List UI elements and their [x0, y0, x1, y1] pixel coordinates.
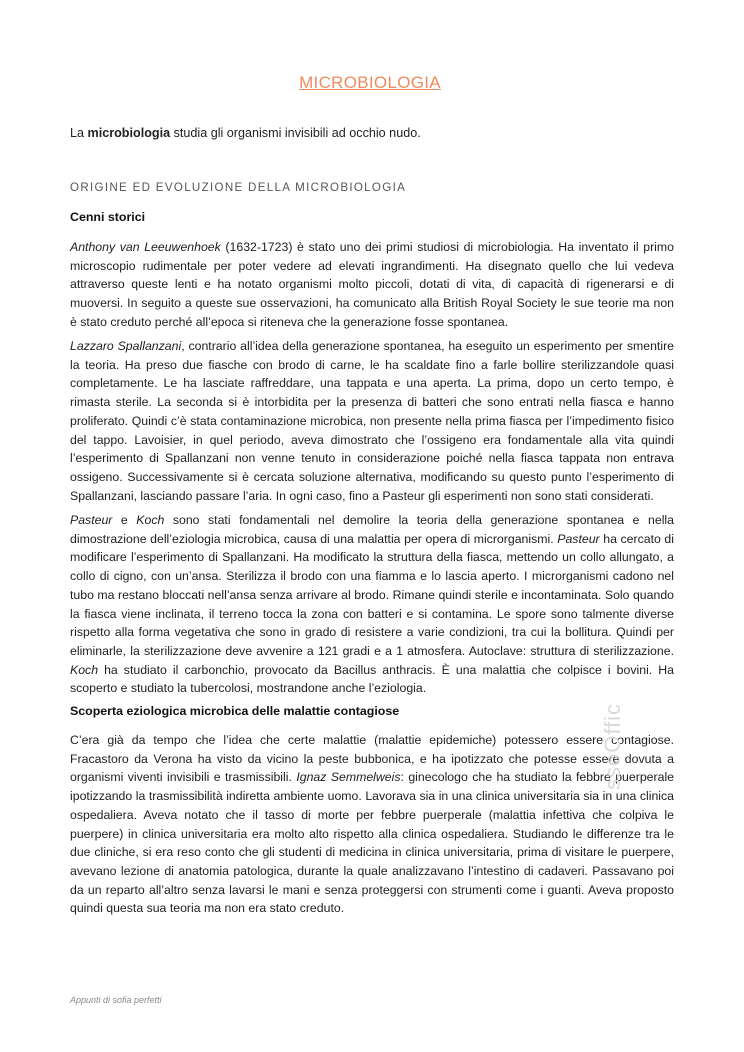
- intro-prefix: La: [70, 126, 88, 140]
- section-heading: ORIGINE ED EVOLUZIONE DELLA MICROBIOLOGIA: [70, 181, 407, 194]
- name-koch: Koch: [70, 662, 99, 677]
- paragraph-leeuwenhoek: [70, 238, 674, 332]
- text-span: ha studiato il carbonchio, provocato da Bacillus anthracis. È una malattia che colpisce i bovini. Ha scoperto e studiato la tubercolosi, mostrandone anche l’eziologia.: [70, 662, 674, 696]
- text-span: ha cercato di modificare l’esperimento di Spallanzani. Ha modificato la struttura della fiasca, mettendo un collo allungato, a collo di cigno, con un’ansa. Sterilizza il brodo con una fiamma e lo lascia aperto. I microrganismi cadono nel tubo ma restano bloccati nell’ansa senza arrivare al brodo. Rimane quindi sterile e incontaminata. Solo quando la fiasca viene inclinata, il terreno tocca la zona con batteri e si contamina. Le spore sono talmente diverse rispetto alla forma vegetativa che sono in grado di resistere a varie condizioni, tra cui la bollitura. Quindi per eliminarle, la sterilizzazione deve avvenire a 121 gradi e a 1 atmosfera. Autoclave: struttura di sterilizzazione.: [70, 531, 674, 658]
- intro-bold-term: microbiologia: [87, 126, 171, 140]
- text-span: C’era già da tempo che l’idea che certe malattie (malattie epidemiche) potessero essere contagiose. Fracastoro da Verona ha visto da vicino la peste bubbonica, e ha ipotizzato che potesse essere dovuta a organismi viventi invisibili e trasmissibili.: [70, 733, 674, 785]
- intro-rest: studia gli organismi invisibili ad occhio nudo.: [170, 126, 421, 140]
- paragraph-text: (1632-1723) è stato uno dei primi studiosi di microbiologia. Ha inventato il primo microscopio rudimentale per poter vedere ad elevati ingrandimenti. Ha disegnato quello che lui vedeva attraverso queste lenti e ha notato organismi molto piccoli, dotati di vita, di capacità di rigenerarsi e di muoversi. In seguito a queste sue osservazioni, ha comunicato alla British Royal Society le sue teorie ma non è stato creduto perché all’epoca si riteneva che la generazione fosse spontanea.: [70, 240, 674, 329]
- name-semmelweis: Ignaz Semmelweis: [296, 770, 401, 785]
- subheading-cenni-storici: Cenni storici: [70, 210, 146, 224]
- name-pasteur: Pasteur: [557, 531, 600, 546]
- name-pasteur: Pasteur: [70, 513, 113, 527]
- name-spallanzani: Lazzaro Spallanzani: [70, 339, 182, 353]
- paragraph-text: , contrario all’idea della generazione spontanea, ha eseguito un esperimento per smentire la teoria. Ha preso due fiasche con brodo di carne, le ha scaldate fino a farle bollire sterilizzandole quasi completamente. Le ha lasciate raffreddare, una tappata e una aperta. La prima, dopo un certo tempo, è rimasta sterile. La seconda si è intorbidita per la presenza di batteri che sono entrati nella fiasca e hanno proliferato. Quindi c’è stata contaminazione microbica, non presente nella prima fiasca per l’impedimento fisico del tappo. Lavoisier, in quel periodo, aveva dimostrato che l’ossigeno era fondamentale alla vita quindi l’esperimento di Spallanzani non venne tenuto in considerazione poiché nella fiasca tappata non entrava ossigeno. Successivamente si è cercata soluzione alternativa, modificando su questo punto l’esperimento di Spallanzani, lasciando passare l’aria. In ogni caso, fino a Pasteur gli esperimenti non sono stati considerati.: [70, 339, 675, 503]
- paragraph-pasteur-koch: [70, 511, 674, 698]
- intro-paragraph: [70, 124, 674, 143]
- name-leeuwenhoek: Anthony van Leeuwenhoek: [70, 240, 221, 254]
- name-koch: Koch: [136, 513, 165, 527]
- subheading-scoperta-eziologica: Scoperta eziologica microbica delle malattie contagiose: [70, 704, 400, 718]
- paragraph-malattie-contagiose: [70, 731, 674, 918]
- text-span: : ginecologo che ha studiato la febbre puerperale ipotizzando la trasmissibilità indiretta ambiente uomo. Lavorava sia in una clinica universitaria sia in una clinica ospedaliera. Aveva notato che il tasso di morte per febbre puerperale (malattia infettiva che colpiva le puerpere) in clinica universitaria era molto alto rispetto alla clinica ospedaliera. Studiando le differenze tra le due cliniche, si era reso conto che gli studenti di medicina in clinica universitaria, prima di visitare le puerpere, avevano lezione di anatomia patologica, durante la quale analizzavano l’intestino di cadaveri. Passavano poi da un reparto all’altro senza lavarsi le mani e senza proteggersi con strumenti come i guanti. Aveva proposto quindi questa sua teoria ma non era stato creduto.: [70, 770, 675, 916]
- page-footer: Appunti di sofia perfetti: [70, 995, 162, 1005]
- watermark: ssoOffic: [600, 702, 625, 790]
- paragraph-spallanzani: [70, 337, 674, 505]
- text-span: sono stati fondamentali nel demolire la teoria della generazione spontanea e nella dimostrazione dell’eziologia microbica, causa di una malattia per opera di microrganismi.: [70, 513, 674, 546]
- text-span: e: [112, 513, 137, 527]
- document-title: MICROBIOLOGIA: [299, 73, 441, 92]
